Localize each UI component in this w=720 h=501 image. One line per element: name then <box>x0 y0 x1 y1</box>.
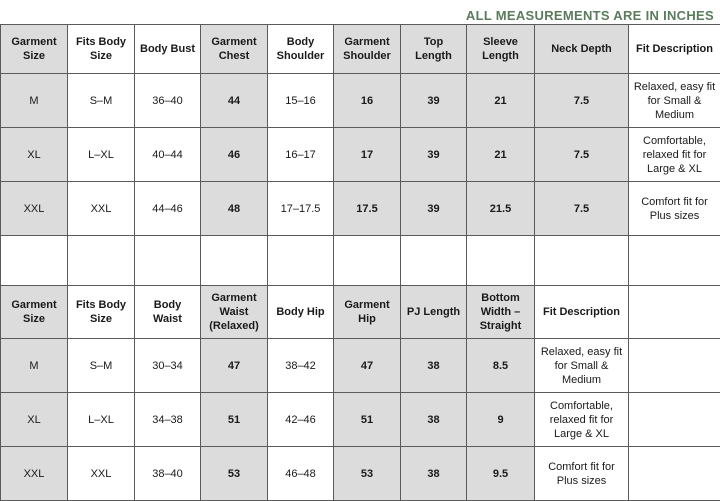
table-row <box>1 128 720 182</box>
table-cell: 51 <box>201 393 268 447</box>
bottom-header-row <box>1 286 720 339</box>
table-cell: L–XL <box>68 128 135 182</box>
table-cell: 17 <box>334 128 401 182</box>
table-row <box>1 182 720 236</box>
table-cell: 34–38 <box>135 393 201 447</box>
header-cell: Body Shoulder <box>268 25 334 74</box>
fit-description-cell: Comfortable, relaxed fit for Large & XL <box>535 393 629 447</box>
table-cell: 17.5 <box>334 182 401 236</box>
header-cell: Body Bust <box>135 25 201 74</box>
table-cell: 7.5 <box>535 74 629 128</box>
table-cell: 42–46 <box>268 393 334 447</box>
size-chart-table <box>0 24 720 501</box>
table-cell: 46 <box>201 128 268 182</box>
empty-cell <box>1 236 68 286</box>
table-cell: 39 <box>401 128 467 182</box>
size-cell: XXL <box>1 182 68 236</box>
table-cell: 46–48 <box>268 447 334 501</box>
header-cell: Fits Body Size <box>68 25 135 74</box>
empty-cell <box>201 236 268 286</box>
header-cell: Top Length <box>401 25 467 74</box>
table-cell: L–XL <box>68 393 135 447</box>
measurement-unit-banner: ALL MEASUREMENTS ARE IN INCHES <box>466 7 714 25</box>
empty-cell <box>334 236 401 286</box>
table-cell: 53 <box>334 447 401 501</box>
table-row <box>1 339 720 393</box>
table-cell: 38–42 <box>268 339 334 393</box>
table-cell: XXL <box>68 182 135 236</box>
empty-cell <box>68 236 135 286</box>
table-cell: 9 <box>467 393 535 447</box>
header-cell: Fit Description <box>629 25 720 74</box>
table-cell: 8.5 <box>467 339 535 393</box>
header-cell: Neck Depth <box>535 25 629 74</box>
fit-description-cell: Relaxed, easy fit for Small & Medium <box>629 74 720 128</box>
header-cell: Garment Shoulder <box>334 25 401 74</box>
table-cell: XXL <box>68 447 135 501</box>
table-cell: 7.5 <box>535 182 629 236</box>
table-cell: 30–34 <box>135 339 201 393</box>
table-cell: 9.5 <box>467 447 535 501</box>
header-cell: Garment Hip <box>334 286 401 339</box>
size-cell: XL <box>1 393 68 447</box>
table-cell: S–M <box>68 339 135 393</box>
table-cell: 38 <box>401 447 467 501</box>
table-cell: 39 <box>401 182 467 236</box>
header-cell: Sleeve Length <box>467 25 535 74</box>
table-cell: 21 <box>467 74 535 128</box>
table-cell: 40–44 <box>135 128 201 182</box>
table-cell: 47 <box>201 339 268 393</box>
table-cell: 7.5 <box>535 128 629 182</box>
table-cell: 51 <box>334 393 401 447</box>
size-cell: XL <box>1 128 68 182</box>
header-cell: Garment Chest <box>201 25 268 74</box>
empty-cell <box>401 236 467 286</box>
fit-description-cell: Comfortable, relaxed fit for Large & XL <box>629 128 720 182</box>
header-cell: Bottom Width – Straight <box>467 286 535 339</box>
top-header-row <box>1 25 720 74</box>
table-row <box>1 447 720 501</box>
empty-cell <box>629 447 720 501</box>
header-cell: Garment Size <box>1 25 68 74</box>
table-cell: 21 <box>467 128 535 182</box>
size-cell: M <box>1 74 68 128</box>
empty-cell <box>535 236 629 286</box>
fit-description-cell: Relaxed, easy fit for Small & Medium <box>535 339 629 393</box>
table-cell: 39 <box>401 74 467 128</box>
header-cell: Body Waist <box>135 286 201 339</box>
empty-cell <box>629 236 720 286</box>
table-cell: S–M <box>68 74 135 128</box>
table-cell: 48 <box>201 182 268 236</box>
size-cell: M <box>1 339 68 393</box>
header-cell: PJ Length <box>401 286 467 339</box>
table-cell: 15–16 <box>268 74 334 128</box>
header-cell: Garment Size <box>1 286 68 339</box>
table-cell: 38–40 <box>135 447 201 501</box>
empty-cell <box>629 286 720 339</box>
fit-description-cell: Comfort fit for Plus sizes <box>535 447 629 501</box>
table-cell: 53 <box>201 447 268 501</box>
empty-cell <box>467 236 535 286</box>
fit-description-cell: Comfort fit for Plus sizes <box>629 182 720 236</box>
table-cell: 44 <box>201 74 268 128</box>
table-cell: 38 <box>401 393 467 447</box>
table-cell: 36–40 <box>135 74 201 128</box>
table-row <box>1 393 720 447</box>
header-cell: Body Hip <box>268 286 334 339</box>
empty-cell <box>135 236 201 286</box>
header-cell: Fit Description <box>535 286 629 339</box>
spacer-row <box>1 236 720 286</box>
table-cell: 44–46 <box>135 182 201 236</box>
empty-cell <box>268 236 334 286</box>
empty-cell <box>629 339 720 393</box>
table-cell: 16–17 <box>268 128 334 182</box>
table-cell: 21.5 <box>467 182 535 236</box>
size-cell: XXL <box>1 447 68 501</box>
table-cell: 16 <box>334 74 401 128</box>
table-row <box>1 74 720 128</box>
table-cell: 47 <box>334 339 401 393</box>
header-cell: Garment Waist (Relaxed) <box>201 286 268 339</box>
table-cell: 38 <box>401 339 467 393</box>
empty-cell <box>629 393 720 447</box>
table-cell: 17–17.5 <box>268 182 334 236</box>
header-cell: Fits Body Size <box>68 286 135 339</box>
